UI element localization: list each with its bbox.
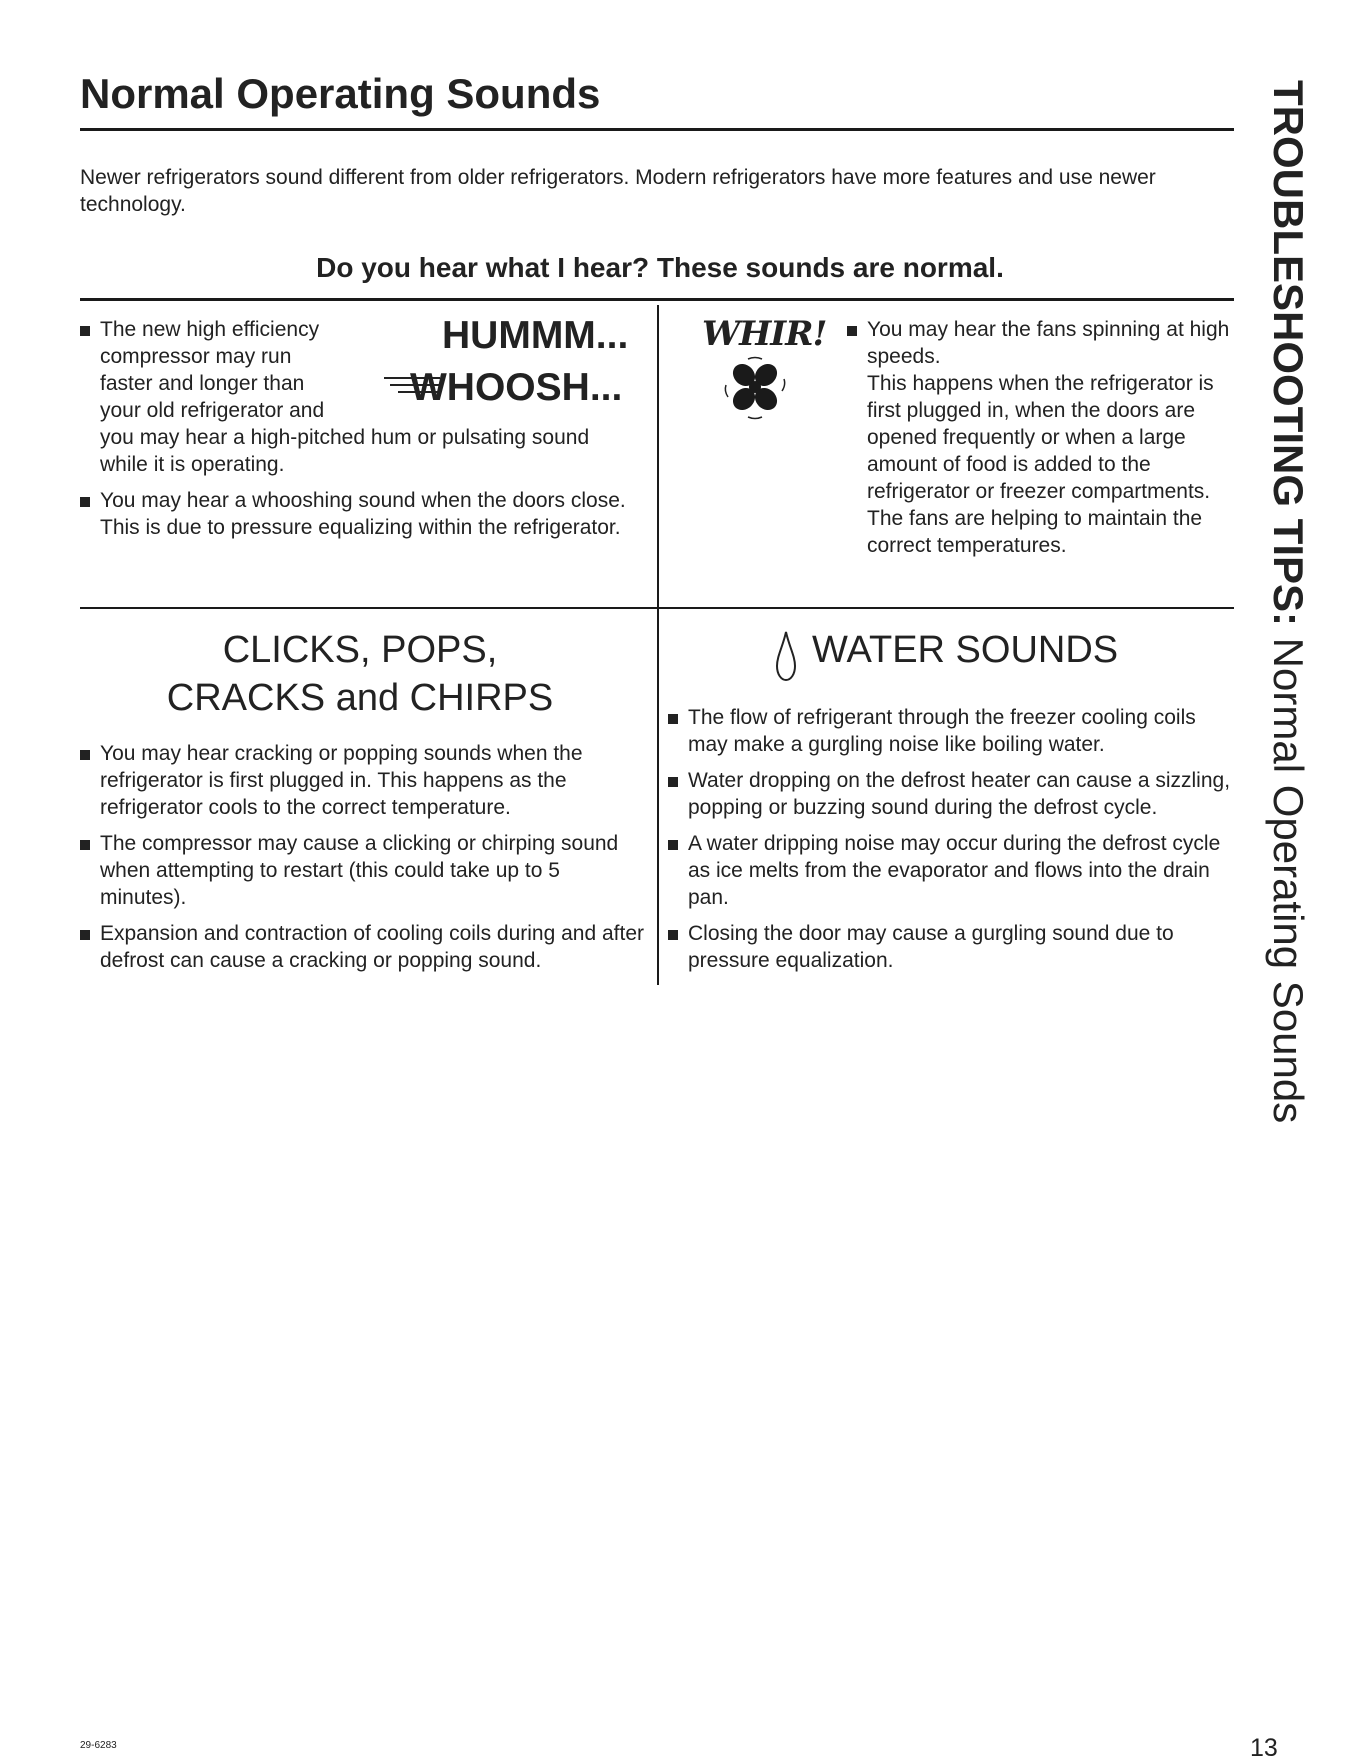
list-item: [668, 920, 1238, 974]
list-item-text: Water dropping on the defrost heater can cause a sizzling, popping or buzzing sound during the defrost cycle.: [688, 769, 1231, 819]
list-item-text: Closing the door may cause a gurgling sound due to pressure equalization.: [688, 922, 1174, 972]
list-item: [80, 487, 640, 541]
list-item: [847, 316, 1242, 559]
column-divider: [657, 305, 659, 985]
list-item: [80, 316, 640, 478]
fan-icon: [722, 355, 788, 421]
water-section-title: WATER SOUNDS: [812, 629, 1119, 671]
list-item-text: The compressor may cause a clicking or chirping sound when attempting to restart (this could take up to 5 minutes).: [100, 832, 619, 909]
list-item-text: This happens when the refrigerator is first plugged in, when the doors are opened frequently or when a large amount of food is added to the refrigerator or freezer compartments. The fans are helping to maintain the correct temperatures.: [867, 372, 1214, 557]
side-tab-text: [1266, 80, 1310, 1123]
whir-sound-label: WHIR!: [702, 314, 827, 354]
list-item: [80, 740, 645, 821]
list-item-text: You may hear cracking or popping sounds when the refrigerator is first plugged in. This happens as the refrigerator cools to the correct temperature.: [100, 742, 583, 819]
side-tab: [1265, 80, 1312, 1190]
hum-label-spacer: [340, 316, 640, 420]
list-item-text: The flow of refrigerant through the freezer cooling coils may make a gurgling noise like boiling water.: [688, 706, 1196, 756]
section-subheading: Do you hear what I hear? These sounds are normal.: [316, 252, 1004, 283]
title-rule: [80, 128, 1234, 131]
whir-bullet-list: [847, 316, 1242, 568]
clicks-title-line1: CLICKS, POPS,: [222, 629, 498, 671]
intro-paragraph: Newer refrigerators sound different from older refrigerators. Modern refrigerators have more features and use newer technology.: [80, 166, 1156, 216]
clicks-title-line2: CRACKS and CHIRPS: [166, 677, 554, 719]
list-item-text: You may hear the fans spinning at high speeds.: [867, 318, 1230, 368]
subheading-rule: [80, 298, 1234, 301]
list-item-text: The new high efficiency compressor may run faster and longer than your old refrigerator and you may hear a high-pitched hum or pulsating sound while it is operating.: [100, 318, 590, 476]
hum-sound-label: HUMMM...: [442, 314, 629, 357]
list-item: [668, 704, 1238, 758]
list-item-text: Expansion and contraction of cooling coils during and after defrost can cause a cracking or popping sound.: [100, 922, 645, 972]
water-drop-icon: [774, 630, 798, 682]
page-title: Normal Operating Sounds: [80, 70, 601, 117]
list-item: [80, 920, 645, 974]
list-item: [668, 767, 1238, 821]
list-item: [668, 830, 1238, 911]
side-tab-section: TROUBLESHOOTING TIPS:: [1265, 80, 1312, 626]
clicks-bullet-list: [80, 740, 645, 983]
hum-bullet-list: [80, 316, 640, 550]
list-item: [80, 830, 645, 911]
water-bullet-list: [668, 704, 1238, 983]
whoosh-sound-label: WHOOSH...: [410, 366, 623, 409]
document-code: 29-6283: [80, 1740, 117, 1751]
clicks-section-title: [80, 626, 640, 722]
list-item-text: You may hear a whooshing sound when the doors close. This is due to pressure equalizing within the refrigerator.: [100, 489, 626, 539]
page-number: 13: [1250, 1734, 1278, 1762]
side-tab-topic: Normal Operating Sounds: [1265, 637, 1312, 1124]
row-divider: [80, 607, 1234, 609]
list-item-text: A water dripping noise may occur during the defrost cycle as ice melts from the evaporator and flows into the drain pan.: [688, 832, 1221, 909]
